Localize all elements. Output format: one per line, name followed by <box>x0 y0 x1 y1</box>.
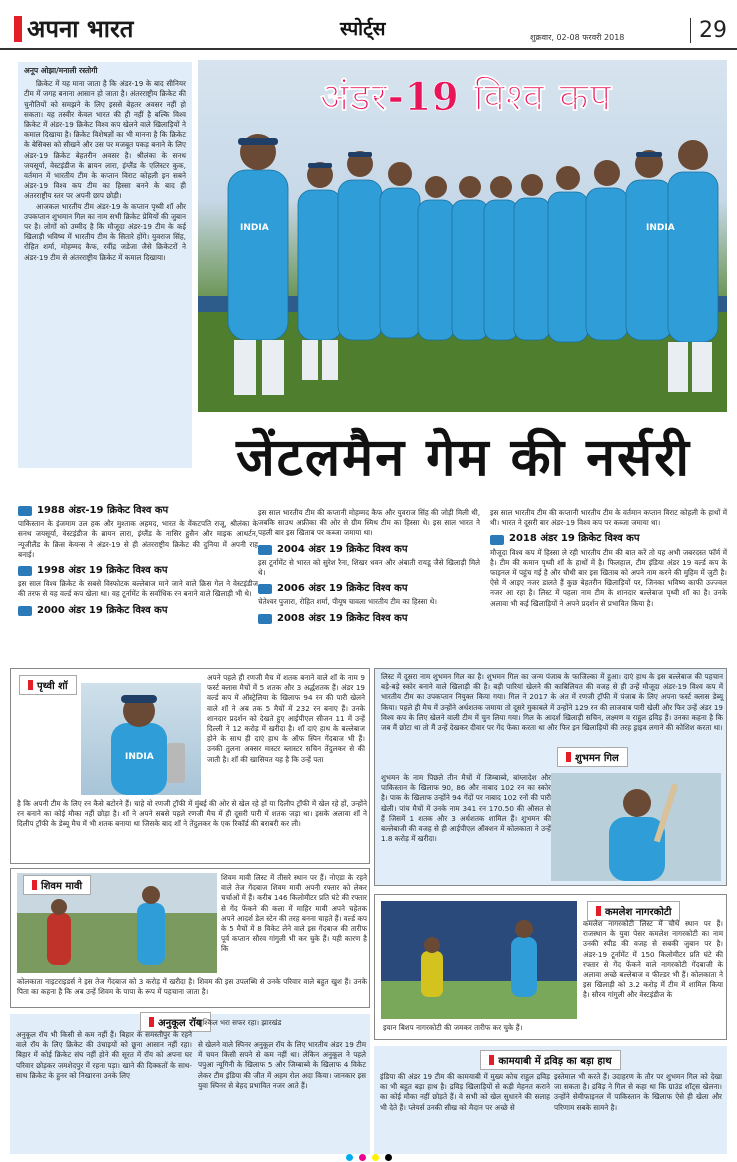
history-text: इस साल भारतीय टीम की कप्तानी मोहम्मद कैफ और युवराज सिंह की जोड़ी मिली थी, जबकि साउथ अफ्रीका की ओर से ग्रीम स्मिथ टीम का हिस्सा थे। इस साल भारत ने पहली बार इस खिताब पर कब्जा जमाया था। <box>258 508 480 538</box>
tag-marker-icon <box>149 1017 154 1027</box>
anukul-text-2: से खेलने वाले स्पिनर अनुकूल रॉय के लिए भारतीय अंडर 19 टीम में चयन किसी सपने से कम नहीं था। लेकिन अनुकूल ने पहले पपुआ न्यूगिनी के खिलाफ 5 और जिम्बाब्वे के खिलाफ 4 विकेट लेकर टीम इंडिया की जीत में अहम रोल अदा किया। जानकार इस युवा स्पिनर से बेहद प्रभावित नजर आते हैं। <box>198 1040 366 1090</box>
history-heading <box>18 606 258 616</box>
intro-column <box>18 62 192 468</box>
history-column-1 <box>18 500 258 619</box>
byline: अनूप ओझा/मनाली रस्तोगी <box>24 66 98 75</box>
intro-paragraph-2: आजकल भारतीय टीम अंडर-19 के कप्तान पृथ्वी शॉ और उपकप्तान शुभमान गिल का नाम सभी क्रिकेट प्रेमियों की जुबान पर है। लोगों को उम्मीद है कि मौजूदा अंडर-19 टीम के कई खिलाड़ी भविष्य में भारतीय टीम के सितारे होंगे। युवराज सिंह, रोहित शर्मा, मोहम्मद कैफ, रवींद्र जडेजा जैसे क्रिकेटरों ने अंडर-19 टीम से अंतरराष्ट्रीय क्रिकेट में कमाल दिखाया। <box>24 201 186 262</box>
brand-mark-icon <box>14 16 22 42</box>
section-title: स्पोर्ट्स <box>340 18 386 40</box>
dravid-heading-tag <box>480 1050 620 1070</box>
intro-paragraph-1: क्रिकेट में यह माना जाता है कि अंडर-19 के बाद सीनियर टीम में जगह बनाना आसान हो जाता है। अंतरराष्ट्रीय क्रिकेट की चुनौतियों को समझने के लिए इससे बेहतर अवसर नहीं हो सकता। यह तस्वीर केवल भारत की ही नहीं है बल्कि विश्व क्रिकेट में अंडर-19 क्रिकेट विश्व कप खेलने वाले खिलाड़ियों ने कमाल दिखाया है। क्रिकेट विशेषज्ञों का भी मानना है कि क्रिकेट के बेसिक्स को सीखने और उस पर मजबूत पकड़ बनाने के लिए अंडर-19 क्रिकेट बेहतरीन अवसर है। श्रीलंका के सनथ जयसूर्या, वेस्टइंडीज के ब्रायन लारा, इंग्लैंड के एलिस्टर कुक, वर्तमान में भारतीय टीम के कप्तान विराट कोहली इन सबने अंडर-19 विश्व कप टीम का हिस्सा बनने के बाद ही अंतरराष्ट्रीय स्तर पर अपनी छाप छोड़ी। <box>24 79 186 201</box>
history-column-3 <box>490 500 727 609</box>
player-name-tag <box>19 675 77 695</box>
jersey-text: INDIA <box>125 752 154 762</box>
shivam-text-2: कोलकाता नाइटराइडर्स ने इस तेज गेंदबाज को 3 करोड़ में खरीदा है। शिवम की इस उपलब्धि से उनके परिवार वाले बहुत खुश हैं। उनके पिता का कहना है कि अब उन्हें शिवम के पापा के रूप में पहचाना जाता है। <box>17 977 367 997</box>
shubman-illustration <box>551 773 721 881</box>
history-heading <box>258 614 480 624</box>
player-name-tag <box>557 747 628 767</box>
kamlesh-text: कमलेश नागरकोटी लिस्ट में चौथे स्थान पर हैं। राजस्थान के युवा पेसर कमलेश नागरकोटी का नाम उनकी स्पीड की वजह से सबकी जुबान पर है। अंडर-19 टूर्नामेंट में 150 किलोमीटर प्रति घंटे की रफ्तार से गेंद फेंकने वाले नागरकोटी गेंदबाजी के अलावा अच्छे बल्लेबाज व फील्डर भी हैं। कोलकाता ने इस खिलाड़ी को 3.2 करोड़ में टीम में शामिल किया है। सौरव गांगुली और वेस्टइंडीज के <box>583 919 723 1000</box>
brand-name: अपना भारत <box>27 14 134 43</box>
kamlesh-box <box>374 894 727 1040</box>
kamlesh-caption: इयान बिशप नागरकोटी की जमकर तारीफ कर चुके हैं। <box>383 1023 523 1032</box>
tag-marker-icon <box>566 752 571 762</box>
black-dot-icon <box>385 1154 392 1161</box>
prithvi-text-2: है कि अपनी टीम के लिए रन कैसे बटोरने हैं। चाहे वो रणजी ट्रॉफी में मुंबई की ओर से खेल रहे हों या दिलीप ट्रॉफी में खेल रहे हों, उन्होंने रन बनाने का कोई मौका नहीं छोड़ा है। शॉ ने अपने सबसे पहले रणजी मैच में ही दूसरी पारी में शतक जड़ा था। इसके अलावा शॉ ने दिलीप ट्रॉफी के डेब्यू मैच में भी शतक बनाया था जिसके बाद शॉ ने तेंदुलकर के एक रिकॉर्ड की बराबरी कर ली। <box>17 799 367 829</box>
jersey-text: INDIA <box>646 223 675 233</box>
jersey-text: INDIA <box>240 223 269 233</box>
history-heading-text: 2000 अंडर 19 क्रिकेट विश्व कप <box>37 604 168 616</box>
player-name: अनुकूल रॉय <box>158 1018 202 1029</box>
prithvi-illustration <box>81 683 201 795</box>
history-heading-text: 2004 अंडर 19 क्रिकेट विश्व कप <box>277 543 408 555</box>
prithvi-shaw-box <box>10 668 370 864</box>
dravid-text-2: इस्तेमाल भी करते हैं। उदाहरण के तौर पर शुभमन गिल को देखा जा सकता है। द्रविड़ ने गिल से कहा था कि ग्राउंड शॉट्स खेलना। उन्होंने सेमीफाइनल में पाकिस्तान के खिलाफ ऐसे ही खेला और परिणाम सबके सामने है। <box>554 1072 722 1112</box>
history-heading-text: 1988 अंडर-19 क्रिकेट विश्व कप <box>37 505 169 516</box>
player-name: शुभमन गिल <box>575 753 619 764</box>
issue-date: शुक्रवार, 02-08 फरवरी 2018 <box>530 33 625 42</box>
history-heading-text: 2008 अंडर 19 क्रिकेट विश्व कप <box>277 612 408 624</box>
history-text: मौजूदा विश्व कप में हिस्सा ले रही भारतीय टीम की बात करें तो यह अभी जबरदस्त फॉर्म में है। टीम की कमान पृथ्वी शॉ के हाथों में है। फिलहाल, टीम इंडिया अंडर 19 वर्ल्ड कप के फाइनल में पहुंच गई है और चौथी बार इस खिताब को अपने नाम करने की मुहिम में जुटी है। ऐसे में आइए नजर डालते हैं कुछ बेहतरीन खिलाड़ियों पर, जिनका भविष्य काफी उज्ज्वल नजर आ रहा है। लिस्ट में पहला नाम टीम के शानदार बल्लेबाज पृथ्वी शॉ का है। उनके अलावा भी कई खिलाड़ियों ने अपने प्रदर्शन से प्रभावित किया है। <box>490 547 727 608</box>
player-name: पृथ्वी शॉ <box>37 681 68 692</box>
shubman-photo <box>551 773 721 881</box>
history-heading <box>258 545 480 555</box>
shubman-gill-box <box>374 668 727 886</box>
cyan-dot-icon <box>346 1154 353 1161</box>
page-number: 29 <box>690 18 727 43</box>
history-text: पाकिस्तान के इंजमाम उल हक और मुश्ताक अहमद, भारत के वेंकटपति राजू, श्रीलंका के सनथ जयसूर्या, वेस्टइंडीज के ब्रायन लारा, इंग्लैंड के नासिर हुसैन और माइक आथर्टन, न्यूजीलैंड के क्रिस केयन्स ने अंडर-19 से ही अंतरराष्ट्रीय क्रिकेट की दुनिया में अपनी राह बनाई। <box>18 519 258 559</box>
main-headline: जेंटलमैन गेम की नर्सरी <box>236 427 691 488</box>
history-heading-text: 2006 अंडर 19 क्रिकेट विश्व कप <box>277 583 408 595</box>
yellow-dot-icon <box>372 1154 379 1161</box>
heading-marker-icon <box>258 545 272 555</box>
shubman-text-2: शुभमन के नाम पिछले तीन मैचों में जिम्बाब्वे, बांग्लादेश और पाकिस्तान के खिलाफ 90, 86 और नाबाद 102 रन का स्कोर है। पाक के खिलाफ उन्होंने 94 गेंदों पर नाबाद 102 रनों की पारी खेली। पांच मैचों में उनके नाम 341 रन 170.50 की औसत से हैं जिसमें 1 शतक और 3 अर्धशतक शामिल हैं। शुभमन की बल्लेबाजी की वजह से ही आईपीएल ऑक्शन में कोलकाता ने उन्हें 1.8 करोड़ में खरीदा। <box>381 773 551 844</box>
anukul-text-1: अनुकूल रॉय भी किसी से कम नहीं हैं। बिहार के समस्तीपुर के रहने वाले रॉय के लिए क्रिकेट की उंचाइयों को छूना आसान नहीं रहा। बिहार में कोई क्रिकेट संघ नहीं होने की सूरत में रॉय को अपना घर परिवार छोड़कर जमशेदपुर में रहना पड़ा। खाने की दिक्कतों के साथ-साथ क्रिकेट के हुनर को निखारना उनके लिए <box>16 1030 192 1080</box>
heading-marker-icon <box>18 506 32 516</box>
tag-marker-icon <box>596 906 601 916</box>
history-heading <box>18 566 258 576</box>
shivam-text-1: शिवम मावी लिस्ट में तीसरे स्थान पर हैं। नोएडा के रहने वाले तेज गेंदबाज शिवम मावी अपनी रफ्तार को लेकर चर्चाओं में हैं। करीब 146 किलोमीटर प्रति घंटे की रफ्तार से गेंद फेंकने की कला में माहिर मावी अपने चहेतक अपने आदर्श डेल स्टेन की तरह बनना चाहते हैं। वर्ल्ड कप के 5 मैचों में 8 विकेट लेने वाले इस गेंदबाज की तारीफ पूर्व कप्तान सौरव गांगुली भी कर चुके हैं। यही कारण है कि <box>221 873 367 954</box>
tag-marker-icon <box>32 880 37 890</box>
dravid-heading-text: कामयाबी में द्रविड़ का बड़ा हाथ <box>498 1056 612 1067</box>
history-heading <box>490 534 727 544</box>
photo-overlay-title: अंडर-19 विश्व कप <box>320 74 613 119</box>
anukul-roy-box <box>10 1014 370 1154</box>
heading-marker-icon <box>258 584 272 594</box>
player-name: शिवम मावी <box>41 881 83 892</box>
brand-logo <box>14 12 133 45</box>
history-text: इस टूर्नामेंट से भारत को सुरेश रैना, शिखर धवन और अंबाती रायडू जैसे खिलाड़ी मिले थे। <box>258 557 480 578</box>
player-name-tag <box>23 875 91 895</box>
history-heading-text: 1998 अंडर 19 क्रिकेट विश्व कप <box>37 565 168 577</box>
prithvi-text-1: अपने पहले ही रणजी मैच में शतक बनाने वाले शॉ के नाम 9 फर्स्ट क्लास मैचों में 5 शतक और 3 अर्द्धशतक हैं। अंडर 19 वर्ल्ड कप में ऑस्ट्रेलिया के खिलाफ 94 रन की पारी खेलने वाले शॉ ने अब तक 5 मैचों में 232 रन बनाए हैं। उनके शानदार प्रदर्शन को देखते हुए आईपीएल सीजन 11 में उन्हें दिल्ली ने 12 करोड़ में खरीदा है। शॉ दाएं हाथ के बल्लेबाज होने के साथ ही दाएं हाथ के ऑफ स्पिन गेंदबाज भी हैं। उनकी तुलना अक्सर मास्टर ब्लास्टर सचिन तेंदुलकर से की जाती है। शॉ की खासियत यह है कि उन्हें पता <box>207 673 365 764</box>
heading-marker-icon <box>490 535 504 545</box>
player-name-tag <box>587 901 680 921</box>
history-heading <box>258 584 480 594</box>
history-heading <box>18 506 258 516</box>
player-name: कमलेश नागरकोटी <box>605 907 672 918</box>
heading-marker-icon <box>18 606 32 616</box>
history-heading-text: 2018 अंडर 19 क्रिकेट विश्व कप <box>509 533 640 545</box>
dravid-text-1: इंडिया की अंडर 19 टीम की कामयाबी में मुख्य कोच राहुल द्रविड़ का भी बहुत बड़ा हाथ है। द्रविड़ खिलाड़ियों से कड़ी मेहनत कराने का कोई मौका नहीं छोड़ते हैं। वे सभी को खेल सुधारने की सलाह भी देते हैं। प्लेयर्स उनकी सीख को मैदान पर अच्छे से <box>380 1072 550 1112</box>
history-text: इस साल विश्व क्रिकेट के सबसे विस्फोटक बल्लेबाज माने जाने वाले क्रिस गेल ने वेस्टइंडीज की तरफ से यह वर्ल्ड कप खेला था। वह टूर्नामेंट के सर्वाधिक रन बनाने वाले खिलाड़ी भी थे। <box>18 579 258 599</box>
shubman-text-1: लिस्ट में दूसरा नाम शुभमन गिल का है। शुभमन गिल का जन्म पंजाब के फाजिल्का में हुआ। दाएं हाथ के इस बल्लेबाज की पहचान बड़े-बड़े स्कोर बनाने वाले खिलाड़ी की है। बड़ी पारियां खेलने की काबिलियत की वजह से ही उन्हें मौजूदा अंडर-19 विश्व कप में भारतीय टीम का उपकप्तान नियुक्त किया गया। गिल ने 2017 के अंत में रणजी ट्रॉफी में पंजाब के लिए अपना फर्स्ट क्लास डेब्यू किया। पहले ही मैच में उन्होंने अर्धशतक जमाया तो दूसरे मुकाबले में उन्होंने 129 रन की लाजवाब पारी खेली और फिर उन्हें अंडर 19 विश्व कप के लिए खेलने वाली टीम में चुन लिया गया। गिल के आदर्श खिलाड़ी सचिन, लक्ष्मण व राहुल द्रविड़ हैं। उनका कहना है कि जब मैं छोटा था तो मैं उन्हें देखकर दीवार पर गेंद फेंका करता था और फिर इन खिलाड़ियों की तरह ड्राइव लगाने की कोशिश करता था। <box>381 672 723 733</box>
history-column-2 <box>258 500 480 627</box>
history-text: इस साल भारतीय टीम की कप्तानी भारतीय टीम के वर्तमान कप्तान विराट कोहली के हाथों में थी। भारत ने दूसरी बार अंडर-19 विश्व कप पर कब्जा जमाया था। <box>490 508 727 528</box>
history-text: चेतेश्वर पुजारा, रोहित शर्मा, पीयूष चावला भारतीय टीम का हिस्सा थे। <box>258 597 437 607</box>
heading-marker-icon <box>18 566 32 576</box>
kamlesh-photo <box>381 901 577 1019</box>
tag-marker-icon <box>489 1055 494 1065</box>
dravid-box <box>374 1046 727 1154</box>
anukul-text-1b: मुश्किल भरा सफर रहा। झारखंड <box>198 1018 282 1027</box>
prithvi-photo <box>81 683 201 795</box>
heading-marker-icon <box>258 614 272 624</box>
kamlesh-illustration <box>381 901 577 1019</box>
dravid-heading <box>374 1046 727 1074</box>
tag-marker-icon <box>28 680 33 690</box>
print-registration-marks <box>0 1152 737 1162</box>
magenta-dot-icon <box>359 1154 366 1161</box>
page-header <box>0 0 737 50</box>
shivam-mavi-box <box>10 868 370 1008</box>
